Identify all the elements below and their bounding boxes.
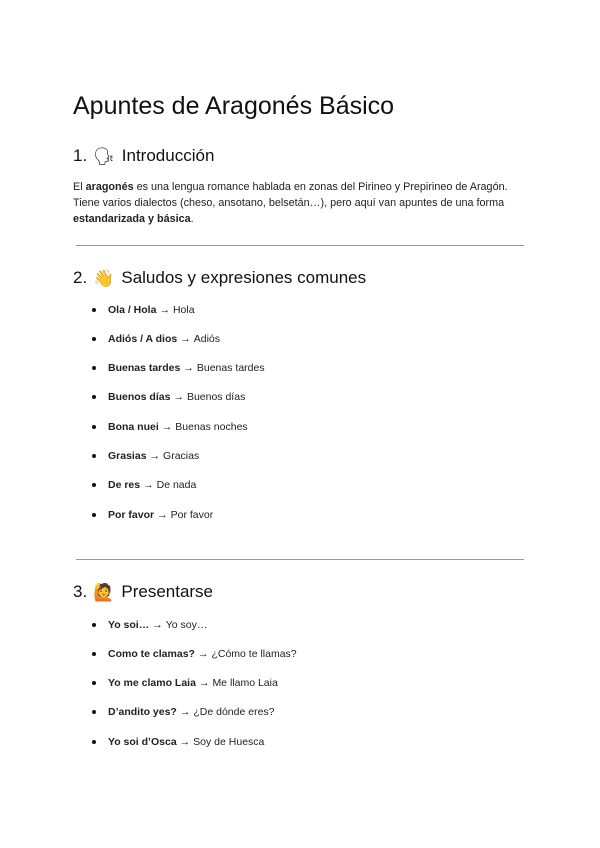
aragones-term: Yo soi d’Osca (108, 736, 177, 748)
section-heading-presentarse (73, 582, 213, 602)
bullet-icon (92, 337, 96, 341)
bullet-icon (92, 623, 96, 627)
bullet-icon (92, 395, 96, 399)
aragones-term: Buenos días (108, 391, 171, 403)
spanish-meaning: ¿Cómo te llamas? (211, 648, 297, 660)
document-title: Apuntes de Aragonés Básico (73, 92, 395, 120)
section-number: 1. (73, 146, 88, 165)
aragones-term: Buenas tardes (108, 362, 181, 374)
section-title: Saludos y expresiones comunes (121, 268, 367, 287)
arrow-icon: → (149, 450, 161, 462)
bullet-icon (92, 740, 96, 744)
spanish-meaning: Soy de Huesca (193, 736, 265, 748)
bullet-icon (92, 454, 96, 458)
bullet-icon (92, 710, 96, 714)
arrow-icon: → (143, 479, 154, 491)
aragones-term: Ola / Hola (108, 304, 157, 316)
raising-hand-icon: 🙋 (93, 582, 115, 602)
intro-bold-aragones: aragonés (85, 181, 134, 193)
spanish-meaning: Por favor (170, 509, 214, 521)
arrow-icon: → (152, 619, 163, 631)
spanish-meaning: Buenos días (186, 391, 246, 403)
arrow-icon: → (180, 333, 191, 345)
waving-hand-icon: 👋 (93, 268, 115, 288)
bullet-icon (92, 425, 96, 429)
bullet-icon (92, 483, 96, 487)
aragones-term: De res (108, 479, 141, 491)
bullet-icon (92, 681, 96, 685)
horizontal-divider (76, 559, 524, 560)
intro-text: El (73, 181, 86, 193)
spanish-meaning: Buenas tardes (196, 362, 265, 374)
arrow-icon: → (198, 677, 210, 689)
aragones-term: Yo soi… (108, 619, 150, 631)
spanish-meaning: Gracias (163, 450, 200, 462)
spanish-meaning: Me llamo Laia (212, 677, 278, 689)
aragones-term: D’andito yes? (108, 706, 177, 718)
section-number: 3. (73, 582, 88, 601)
intro-text: es una lengua romance hablada en zonas del Pirineo y Prepirineo de Aragón. Tiene varios dialectos (cheso, ansotano, belsetán…), pero aquí van apuntes de una forma (73, 181, 508, 209)
bullet-icon (92, 513, 96, 517)
section-heading-introduccion (73, 146, 214, 166)
aragones-term: Yo me clamo Laia (108, 677, 196, 689)
intro-bold-estandarizada: estandarizada y básica (73, 213, 191, 225)
bullet-icon (92, 652, 96, 656)
spanish-meaning: De nada (156, 479, 197, 491)
arrow-icon: → (159, 304, 170, 316)
intro-paragraph (73, 179, 533, 227)
section-title: Introducción (121, 146, 215, 165)
arrow-icon: → (161, 421, 173, 433)
horizontal-divider (76, 245, 524, 246)
intro-text: . (190, 213, 194, 225)
speaking-head-icon: 🗣 (93, 146, 115, 166)
aragones-term: Grasias (108, 450, 147, 462)
spanish-meaning: Adiós (193, 333, 220, 345)
section-number: 2. (73, 268, 88, 287)
arrow-icon: → (179, 706, 191, 718)
arrow-icon: → (157, 509, 168, 521)
arrow-icon: → (173, 391, 184, 403)
spanish-meaning: Buenas noches (175, 421, 248, 433)
bullet-icon (92, 308, 96, 312)
spanish-meaning: Hola (172, 304, 195, 316)
section-title: Presentarse (121, 582, 214, 601)
spanish-meaning: ¿De dónde eres? (193, 706, 275, 718)
bullet-icon (92, 366, 96, 370)
spanish-meaning: Yo soy… (165, 619, 208, 631)
aragones-term: Adiós / A dios (108, 333, 178, 345)
aragones-term: Como te clamas? (108, 648, 195, 660)
section-heading-saludos (73, 268, 366, 288)
arrow-icon: → (197, 648, 209, 660)
arrow-icon: → (183, 362, 194, 374)
aragones-term: Por favor (108, 509, 155, 521)
aragones-term: Bona nuei (108, 421, 159, 433)
arrow-icon: → (179, 736, 191, 748)
